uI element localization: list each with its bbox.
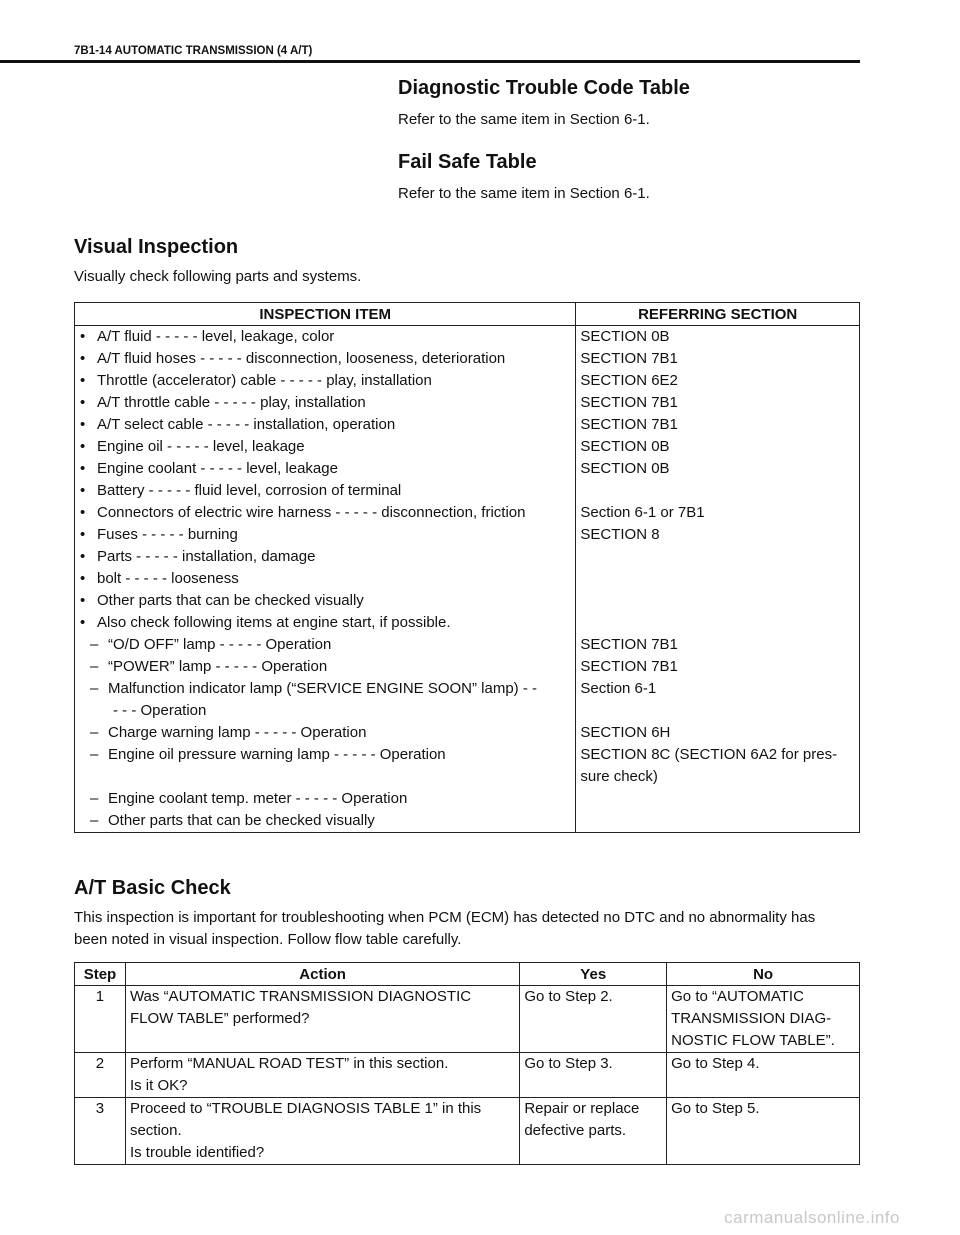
inspection-item bbox=[75, 568, 575, 590]
visual-inspection-text: Visually check following parts and systems. bbox=[74, 268, 362, 285]
inspection-item-text: Charge warning lamp - - - - - Operation bbox=[108, 724, 367, 741]
step-action-line: Proceed to “TROUBLE DIAGNOSIS TABLE 1” in this bbox=[129, 1100, 482, 1117]
bullet-icon: • bbox=[80, 416, 86, 433]
bullet-icon: • bbox=[80, 504, 86, 521]
referring-section bbox=[576, 480, 859, 502]
referring-section: SECTION 0B bbox=[580, 328, 670, 345]
step-yes-cell bbox=[520, 1098, 667, 1165]
basic-check-title: A/T Basic Check bbox=[74, 877, 231, 899]
bullet-icon: • bbox=[80, 438, 86, 455]
step-action-cell bbox=[125, 1098, 519, 1165]
step-action-cell bbox=[125, 986, 519, 1053]
inspection-item-text: Battery - - - - - fluid level, corrosion of terminal bbox=[97, 482, 402, 499]
dash-icon: – bbox=[90, 790, 99, 807]
referring-section: SECTION 8C (SECTION 6A2 for pres- bbox=[580, 746, 838, 763]
dash-icon: – bbox=[90, 746, 99, 763]
bullet-icon: • bbox=[80, 394, 86, 411]
referring-section bbox=[576, 568, 859, 590]
bullet-icon: • bbox=[80, 372, 86, 389]
dash-icon: – bbox=[90, 812, 99, 829]
inspection-item bbox=[75, 392, 575, 414]
inspection-item bbox=[75, 744, 575, 766]
step-yes-line: Repair or replace bbox=[524, 1100, 640, 1117]
inspection-item-text: Parts - - - - - installation, damage bbox=[97, 548, 316, 565]
inspection-item-text: Engine oil - - - - - level, leakage bbox=[97, 438, 305, 455]
referring-section: SECTION 7B1 bbox=[580, 636, 678, 653]
step-number: 3 bbox=[75, 1098, 126, 1165]
step-number: 1 bbox=[75, 986, 126, 1053]
step-no-cell bbox=[667, 1098, 860, 1165]
visual-table-body bbox=[75, 326, 860, 833]
step-no-cell bbox=[667, 1053, 860, 1098]
step-number: 2 bbox=[75, 1053, 126, 1098]
referring-section: SECTION 7B1 bbox=[580, 658, 678, 675]
action-header: Action bbox=[125, 963, 519, 986]
step-no-line: TRANSMISSION DIAG- bbox=[671, 1010, 832, 1027]
dtc-text: Refer to the same item in Section 6-1. bbox=[398, 111, 650, 128]
inspection-item bbox=[75, 788, 575, 810]
inspection-item bbox=[75, 524, 575, 546]
failsafe-text: Refer to the same item in Section 6-1. bbox=[398, 185, 650, 202]
bullet-icon: • bbox=[80, 526, 86, 543]
inspection-item-text: A/T throttle cable - - - - - play, installation bbox=[97, 394, 366, 411]
check-step-row bbox=[75, 986, 860, 1053]
referring-section: SECTION 7B1 bbox=[580, 350, 678, 367]
basic-check-table bbox=[74, 962, 860, 1165]
page-header: 7B1-14 AUTOMATIC TRANSMISSION (4 A/T) bbox=[74, 45, 313, 57]
referring-section: SECTION 0B bbox=[580, 438, 670, 455]
check-step-row bbox=[75, 1053, 860, 1098]
referring-section-header: REFERRING SECTION bbox=[576, 303, 860, 326]
inspection-item-text: Malfunction indicator lamp (“SERVICE ENGINE SOON” lamp) - - bbox=[108, 680, 538, 697]
bullet-icon: • bbox=[80, 328, 86, 345]
referring-section: Section 6-1 or 7B1 bbox=[580, 504, 705, 521]
inspection-item-text: Other parts that can be checked visually bbox=[108, 812, 375, 829]
step-no-line: Go to “AUTOMATIC bbox=[671, 988, 804, 1005]
inspection-item bbox=[75, 656, 575, 678]
step-yes-cell bbox=[520, 1053, 667, 1098]
referring-section bbox=[576, 700, 859, 722]
check-table-header-row bbox=[75, 963, 860, 986]
step-no-line: Go to Step 4. bbox=[671, 1055, 760, 1072]
bullet-icon: • bbox=[80, 570, 86, 587]
inspection-item-text: A/T fluid hoses - - - - - disconnection, looseness, deterioration bbox=[97, 350, 506, 367]
inspection-item bbox=[75, 414, 575, 436]
yes-header: Yes bbox=[520, 963, 667, 986]
inspection-item bbox=[75, 326, 575, 348]
visual-table-header-row bbox=[75, 303, 860, 326]
referring-sections-column bbox=[576, 326, 860, 833]
referring-section: SECTION 0B bbox=[580, 460, 670, 477]
basic-check-text-line-1: This inspection is important for troubleshooting when PCM (ECM) has detected no DTC and no abnormality has bbox=[74, 909, 816, 926]
step-action-line: Perform “MANUAL ROAD TEST” in this section. bbox=[129, 1055, 449, 1072]
bullet-icon: • bbox=[80, 350, 86, 367]
inspection-item-header: INSPECTION ITEM bbox=[75, 303, 576, 326]
inspection-item-text: A/T select cable - - - - - installation, operation bbox=[97, 416, 396, 433]
referring-section bbox=[576, 612, 859, 634]
inspection-item-text: - - - Operation bbox=[113, 702, 207, 719]
failsafe-title: Fail Safe Table bbox=[398, 151, 537, 173]
inspection-item-text: Engine coolant temp. meter - - - - - Operation bbox=[108, 790, 408, 807]
inspection-item-text: Engine oil pressure warning lamp - - - - - Operation bbox=[108, 746, 446, 763]
inspection-item bbox=[75, 810, 575, 832]
inspection-item-text: Throttle (accelerator) cable - - - - - play, installation bbox=[97, 372, 432, 389]
step-no-line: NOSTIC FLOW TABLE”. bbox=[671, 1032, 835, 1049]
bullet-icon: • bbox=[80, 592, 86, 609]
referring-section bbox=[576, 546, 859, 568]
dtc-title: Diagnostic Trouble Code Table bbox=[398, 77, 690, 99]
inspection-item-text: Engine coolant - - - - - level, leakage bbox=[97, 460, 338, 477]
referring-section: SECTION 8 bbox=[580, 526, 660, 543]
inspection-item bbox=[75, 590, 575, 612]
inspection-item bbox=[75, 436, 575, 458]
referring-section: SECTION 6E2 bbox=[580, 372, 678, 389]
inspection-item-text: Connectors of electric wire harness - - - - - disconnection, friction bbox=[97, 504, 526, 521]
bullet-icon: • bbox=[80, 548, 86, 565]
dash-icon: – bbox=[90, 724, 99, 741]
step-action-line: FLOW TABLE” performed? bbox=[129, 1010, 310, 1027]
inspection-item-text: bolt - - - - - looseness bbox=[97, 570, 239, 587]
inspection-item bbox=[75, 502, 575, 524]
inspection-item bbox=[75, 722, 575, 744]
step-header: Step bbox=[75, 963, 126, 986]
step-yes-line: defective parts. bbox=[524, 1122, 627, 1139]
referring-section bbox=[576, 810, 859, 832]
inspection-item bbox=[75, 480, 575, 502]
inspection-item-text: “POWER” lamp - - - - - Operation bbox=[108, 658, 328, 675]
check-table-body bbox=[75, 986, 860, 1165]
dash-icon: – bbox=[90, 636, 99, 653]
step-action-line: Was “AUTOMATIC TRANSMISSION DIAGNOSTIC bbox=[129, 988, 472, 1005]
inspection-item-text: Fuses - - - - - burning bbox=[97, 526, 238, 543]
visual-inspection-title: Visual Inspection bbox=[74, 236, 239, 258]
step-yes-line: Go to Step 3. bbox=[524, 1055, 613, 1072]
step-action-line: Is it OK? bbox=[129, 1077, 188, 1094]
inspection-item bbox=[75, 678, 575, 700]
bullet-icon: • bbox=[80, 614, 86, 631]
inspection-item bbox=[75, 546, 575, 568]
check-step-row bbox=[75, 1098, 860, 1165]
dash-icon: – bbox=[90, 680, 99, 697]
inspection-item bbox=[75, 700, 575, 722]
step-action-line: section. bbox=[129, 1122, 182, 1139]
step-no-cell bbox=[667, 986, 860, 1053]
inspection-item bbox=[75, 370, 575, 392]
basic-check-text-line-2: been noted in visual inspection. Follow flow table carefully. bbox=[74, 931, 462, 948]
inspection-item-text: Other parts that can be checked visually bbox=[97, 592, 364, 609]
step-no-line: Go to Step 5. bbox=[671, 1100, 760, 1117]
referring-section: Section 6-1 bbox=[580, 680, 657, 697]
inspection-item bbox=[75, 348, 575, 370]
header-rule bbox=[0, 60, 860, 63]
bullet-icon: • bbox=[80, 460, 86, 477]
watermark-text: carmanualsonline.info bbox=[724, 1208, 900, 1227]
no-header: No bbox=[667, 963, 860, 986]
visual-inspection-table bbox=[74, 302, 860, 833]
referring-section bbox=[576, 590, 859, 612]
referring-section: sure check) bbox=[580, 768, 658, 785]
step-action-cell bbox=[125, 1053, 519, 1098]
inspection-item bbox=[75, 634, 575, 656]
inspection-item bbox=[75, 612, 575, 634]
referring-section: SECTION 6H bbox=[580, 724, 671, 741]
bullet-icon: • bbox=[80, 482, 86, 499]
dash-icon: – bbox=[90, 658, 99, 675]
referring-section: SECTION 7B1 bbox=[580, 394, 678, 411]
step-yes-cell bbox=[520, 986, 667, 1053]
inspection-item-text: Also check following items at engine start, if possible. bbox=[97, 614, 451, 631]
referring-section: SECTION 7B1 bbox=[580, 416, 678, 433]
inspection-items-column bbox=[75, 326, 576, 833]
inspection-item-text: “O/D OFF” lamp - - - - - Operation bbox=[108, 636, 332, 653]
inspection-item-text: A/T fluid - - - - - level, leakage, color bbox=[97, 328, 335, 345]
referring-section bbox=[576, 788, 859, 810]
step-yes-line: Go to Step 2. bbox=[524, 988, 613, 1005]
step-action-line: Is trouble identified? bbox=[129, 1144, 265, 1161]
inspection-item bbox=[75, 458, 575, 480]
inspection-item bbox=[75, 766, 575, 788]
